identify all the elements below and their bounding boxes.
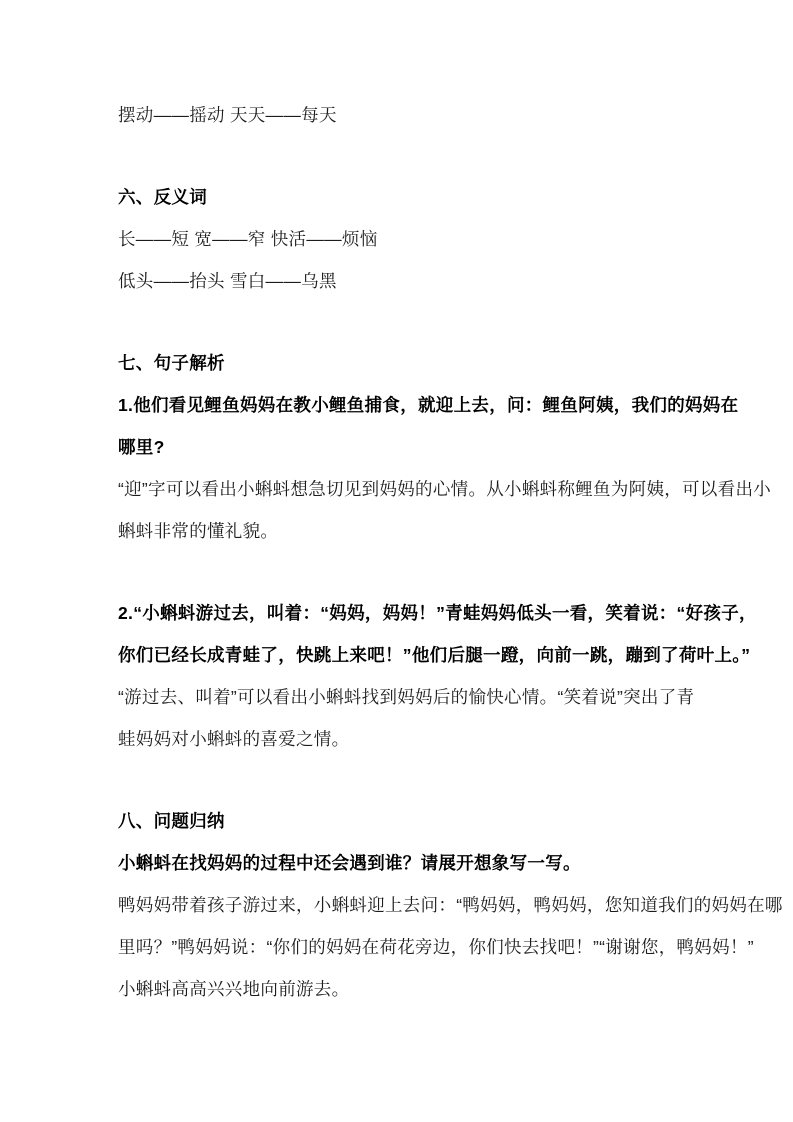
paragraph-line: 小蝌蚪在找妈妈的过程中还会遇到谁？请展开想象写一写。 (118, 853, 581, 873)
section-heading: 六、反义词 (118, 187, 207, 207)
document-content (118, 94, 783, 1010)
paragraph-line: “游过去、叫着”可以看出小蝌蚪找到妈妈后的愉快心情。“笑着说”突出了青 (118, 687, 695, 707)
paragraph-line: 2.“小蝌蚪游过去，叫着：“妈妈，妈妈！”青蛙妈妈低头一看，笑着说：“好孩子， (118, 603, 757, 623)
paragraph-line: “迎”字可以看出小蝌蚪想急切见到妈妈的心情。从小蝌蚪称鲤鱼为阿姨，可以看出小 (118, 479, 772, 499)
paragraph-line: 低头——抬头 雪白——乌黑 (118, 271, 337, 291)
paragraph-line: 哪里? (118, 437, 165, 457)
section-heading: 七、句子解析 (118, 353, 225, 373)
paragraph-line: 里吗？”鸭妈妈说：“你们的妈妈在荷花旁边，你们快去找吧！”“谢谢您，鸭妈妈！” (118, 937, 754, 957)
paragraph-line: 小蝌蚪高高兴兴地向前游去。 (118, 979, 350, 999)
paragraph-line: 鸭妈妈带着孩子游过来，小蝌蚪迎上去问：“鸭妈妈，鸭妈妈，您知道我们的妈妈在哪 (118, 895, 783, 915)
paragraph-line: 你们已经长成青蛙了，快跳上来吧！”他们后腿一蹬，向前一跳，蹦到了荷叶上。” (118, 645, 751, 665)
paragraph-line: 蝌蚪非常的懂礼貌。 (118, 521, 279, 541)
paragraph-line: 长——短 宽——窄 快活——烦恼 (118, 229, 378, 249)
section-heading: 八、问题归纳 (118, 811, 225, 831)
paragraph-line: 蛙妈妈对小蝌蚪的喜爱之情。 (118, 729, 350, 749)
paragraph-line: 摆动——摇动 天天——每天 (118, 105, 337, 125)
paragraph-line: 1.他们看见鲤鱼妈妈在教小鲤鱼捕食，就迎上去，问：鲤鱼阿姨，我们的妈妈在 (118, 395, 739, 415)
